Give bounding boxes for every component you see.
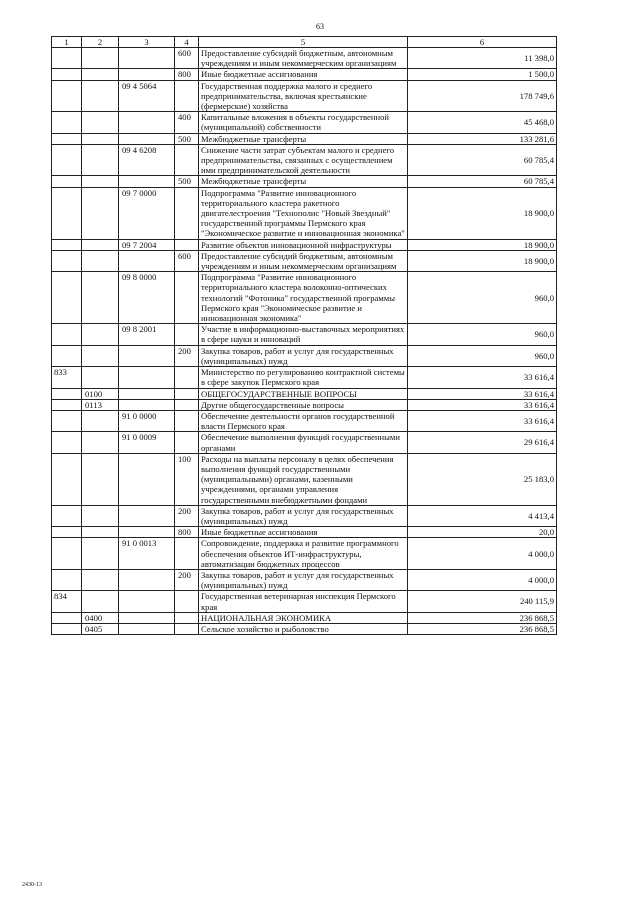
expense-type-code <box>175 410 199 431</box>
item-name: Иные бюджетные ассигнования <box>199 69 408 80</box>
amount: 33 616,4 <box>408 388 557 399</box>
section-code <box>82 591 119 612</box>
expense-type-code <box>175 144 199 176</box>
item-name: Капитальные вложения в объекты государственной (муниципальной) собственности <box>199 112 408 133</box>
item-name: Участие в информационно-выставочных мероприятиях в сфере науки и инноваций <box>199 324 408 345</box>
expense-type-code <box>175 399 199 410</box>
table-row <box>52 80 557 112</box>
expense-type-code: 600 <box>175 250 199 271</box>
item-name: Развитие объектов инновационной инфраструктуры <box>199 239 408 250</box>
item-name: Межбюджетные трансферты <box>199 176 408 187</box>
column-header: 5 <box>199 37 408 48</box>
ministry-code <box>52 388 82 399</box>
item-name: Подпрограмма "Развитие инновационного территориального кластера волоконно-оптических технологий "Фотоника" государственной программы Пермского края "Экономическое развитие и инновационная экономика" <box>199 272 408 324</box>
amount: 18 900,0 <box>408 239 557 250</box>
target-article-code <box>119 505 175 526</box>
expense-type-code: 200 <box>175 345 199 366</box>
ministry-code <box>52 527 82 538</box>
table-row <box>52 187 557 239</box>
table-row <box>52 272 557 324</box>
amount: 45 468,0 <box>408 112 557 133</box>
section-code: 0405 <box>82 623 119 634</box>
ministry-code <box>52 538 82 570</box>
amount: 236 868,5 <box>408 612 557 623</box>
amount: 240 115,9 <box>408 591 557 612</box>
section-code <box>82 432 119 453</box>
ministry-code <box>52 133 82 144</box>
column-header: 1 <box>52 37 82 48</box>
expense-type-code <box>175 239 199 250</box>
ministry-code: 833 <box>52 367 82 388</box>
ministry-code: 834 <box>52 591 82 612</box>
section-code <box>82 176 119 187</box>
amount: 20,0 <box>408 527 557 538</box>
expense-type-code <box>175 388 199 399</box>
section-code: 0113 <box>82 399 119 410</box>
ministry-code <box>52 112 82 133</box>
expense-type-code <box>175 324 199 345</box>
table-row <box>52 144 557 176</box>
amount: 236 868,5 <box>408 623 557 634</box>
target-article-code <box>119 612 175 623</box>
column-header: 2 <box>82 37 119 48</box>
table-row <box>52 527 557 538</box>
item-name: Предоставление субсидий бюджетным, автономным учреждениям и иным некоммерческим организациям <box>199 48 408 69</box>
expense-type-code: 500 <box>175 133 199 144</box>
section-code <box>82 80 119 112</box>
table-row <box>52 48 557 69</box>
amount: 33 616,4 <box>408 399 557 410</box>
expense-type-code <box>175 538 199 570</box>
item-name: Сопровождение, поддержка и развитие программного обеспечения объектов ИТ-инфраструктуры, автоматизации бюджетных процессов <box>199 538 408 570</box>
table-row <box>52 432 557 453</box>
target-article-code <box>119 569 175 590</box>
expense-type-code: 100 <box>175 453 199 505</box>
target-article-code <box>119 250 175 271</box>
column-header: 3 <box>119 37 175 48</box>
ministry-code <box>52 453 82 505</box>
ministry-code <box>52 187 82 239</box>
column-header: 4 <box>175 37 199 48</box>
target-article-code <box>119 527 175 538</box>
item-name: Другие общегосударственные вопросы <box>199 399 408 410</box>
ministry-code <box>52 569 82 590</box>
section-code <box>82 367 119 388</box>
target-article-code <box>119 399 175 410</box>
expense-type-code: 800 <box>175 527 199 538</box>
ministry-code <box>52 399 82 410</box>
target-article-code <box>119 591 175 612</box>
target-article-code: 91 0 0009 <box>119 432 175 453</box>
item-name: Закупка товаров, работ и услуг для государственных (муниципальных) нужд <box>199 569 408 590</box>
table-row <box>52 367 557 388</box>
section-code <box>82 410 119 431</box>
section-code <box>82 48 119 69</box>
ministry-code <box>52 612 82 623</box>
ministry-code <box>52 48 82 69</box>
table-row <box>52 612 557 623</box>
amount: 960,0 <box>408 324 557 345</box>
expense-type-code: 500 <box>175 176 199 187</box>
section-code <box>82 133 119 144</box>
table-row <box>52 250 557 271</box>
expense-type-code <box>175 612 199 623</box>
table-row <box>52 239 557 250</box>
item-name: Закупка товаров, работ и услуг для государственных (муниципальных) нужд <box>199 505 408 526</box>
item-name: Государственная ветеринарная инспекция Пермского края <box>199 591 408 612</box>
table-row <box>52 324 557 345</box>
section-code <box>82 250 119 271</box>
expense-type-code <box>175 623 199 634</box>
ministry-code <box>52 250 82 271</box>
item-name: Подпрограмма "Развитие инновационного территориального кластера ракетного двигателестроения "Технополис "Новый Звездный" государственной программы Пермского края "Экономическое развитие и инновационная экономика" <box>199 187 408 239</box>
expense-type-code <box>175 432 199 453</box>
amount: 178 749,6 <box>408 80 557 112</box>
target-article-code: 09 4 5064 <box>119 80 175 112</box>
amount: 60 785,4 <box>408 144 557 176</box>
target-article-code <box>119 453 175 505</box>
expense-type-code: 200 <box>175 505 199 526</box>
section-code <box>82 187 119 239</box>
ministry-code <box>52 80 82 112</box>
budget-table <box>51 36 557 635</box>
table-row <box>52 112 557 133</box>
amount: 29 616,4 <box>408 432 557 453</box>
amount: 18 900,0 <box>408 250 557 271</box>
ministry-code <box>52 239 82 250</box>
table-row <box>52 133 557 144</box>
ministry-code <box>52 176 82 187</box>
section-code <box>82 453 119 505</box>
item-name: ОБЩЕГОСУДАРСТВЕННЫЕ ВОПРОСЫ <box>199 388 408 399</box>
amount: 11 398,0 <box>408 48 557 69</box>
item-name: Расходы на выплаты персоналу в целях обеспечения выполнения функций государственными (муниципальными) органами, казенными учреждениями, органами управления государственными внебюджетными фондами <box>199 453 408 505</box>
expense-type-code <box>175 591 199 612</box>
section-code <box>82 345 119 366</box>
section-code <box>82 239 119 250</box>
target-article-code: 09 8 0000 <box>119 272 175 324</box>
section-code <box>82 144 119 176</box>
amount: 60 785,4 <box>408 176 557 187</box>
table-row <box>52 453 557 505</box>
amount: 960,0 <box>408 345 557 366</box>
target-article-code: 91 0 0013 <box>119 538 175 570</box>
expense-type-code: 800 <box>175 69 199 80</box>
table-row <box>52 345 557 366</box>
target-article-code <box>119 48 175 69</box>
ministry-code <box>52 505 82 526</box>
amount: 4 413,4 <box>408 505 557 526</box>
expense-type-code <box>175 80 199 112</box>
target-article-code <box>119 112 175 133</box>
section-code <box>82 505 119 526</box>
target-article-code <box>119 388 175 399</box>
table-row <box>52 410 557 431</box>
section-code <box>82 569 119 590</box>
table-row <box>52 569 557 590</box>
item-name: Снижение части затрат субъектам малого и среднего предпринимательства, связанных с осуществлением ими предпринимательской деятельности <box>199 144 408 176</box>
column-header: 6 <box>408 37 557 48</box>
table-row <box>52 623 557 634</box>
section-code <box>82 69 119 80</box>
ministry-code <box>52 144 82 176</box>
target-article-code <box>119 69 175 80</box>
item-name: Обеспечение выполнения функций государственными органами <box>199 432 408 453</box>
table-row <box>52 388 557 399</box>
amount: 18 900,0 <box>408 187 557 239</box>
amount: 133 281,6 <box>408 133 557 144</box>
table-row <box>52 399 557 410</box>
target-article-code: 09 7 0000 <box>119 187 175 239</box>
table-row <box>52 538 557 570</box>
item-name: Министерство по регулированию контрактной системы в сфере закупок Пермского края <box>199 367 408 388</box>
expense-type-code: 600 <box>175 48 199 69</box>
expense-type-code: 400 <box>175 112 199 133</box>
item-name: Предоставление субсидий бюджетным, автономным учреждениям и иным некоммерческим организациям <box>199 250 408 271</box>
target-article-code: 09 7 2004 <box>119 239 175 250</box>
expense-type-code <box>175 187 199 239</box>
ministry-code <box>52 69 82 80</box>
ministry-code <box>52 345 82 366</box>
amount: 4 000,0 <box>408 538 557 570</box>
amount: 33 616,4 <box>408 367 557 388</box>
ministry-code <box>52 432 82 453</box>
expense-type-code <box>175 272 199 324</box>
section-code <box>82 324 119 345</box>
section-code: 0100 <box>82 388 119 399</box>
expense-type-code <box>175 367 199 388</box>
table-row <box>52 591 557 612</box>
column-number-row <box>52 37 557 48</box>
section-code: 0400 <box>82 612 119 623</box>
section-code <box>82 527 119 538</box>
item-name: Иные бюджетные ассигнования <box>199 527 408 538</box>
page-number: 63 <box>316 22 324 31</box>
item-name: НАЦИОНАЛЬНАЯ ЭКОНОМИКА <box>199 612 408 623</box>
ministry-code <box>52 623 82 634</box>
target-article-code <box>119 176 175 187</box>
target-article-code: 09 8 2001 <box>119 324 175 345</box>
target-article-code: 09 4 6208 <box>119 144 175 176</box>
item-name: Обеспечение деятельности органов государственной власти Пермского края <box>199 410 408 431</box>
section-code <box>82 272 119 324</box>
table-row <box>52 176 557 187</box>
footer-stamp: 2430-13 <box>22 882 42 888</box>
item-name: Сельское хозяйство и рыболовство <box>199 623 408 634</box>
target-article-code: 91 0 0000 <box>119 410 175 431</box>
ministry-code <box>52 410 82 431</box>
target-article-code <box>119 623 175 634</box>
item-name: Закупка товаров, работ и услуг для государственных (муниципальных) нужд <box>199 345 408 366</box>
amount: 4 000,0 <box>408 569 557 590</box>
item-name: Межбюджетные трансферты <box>199 133 408 144</box>
amount: 960,0 <box>408 272 557 324</box>
ministry-code <box>52 324 82 345</box>
expense-type-code: 200 <box>175 569 199 590</box>
ministry-code <box>52 272 82 324</box>
amount: 25 183,0 <box>408 453 557 505</box>
section-code <box>82 538 119 570</box>
amount: 33 616,4 <box>408 410 557 431</box>
item-name: Государственная поддержка малого и среднего предпринимательства, включая крестьянские (фермерские) хозяйства <box>199 80 408 112</box>
target-article-code <box>119 367 175 388</box>
section-code <box>82 112 119 133</box>
table-row <box>52 69 557 80</box>
target-article-code <box>119 133 175 144</box>
amount: 1 500,0 <box>408 69 557 80</box>
table-row <box>52 505 557 526</box>
target-article-code <box>119 345 175 366</box>
